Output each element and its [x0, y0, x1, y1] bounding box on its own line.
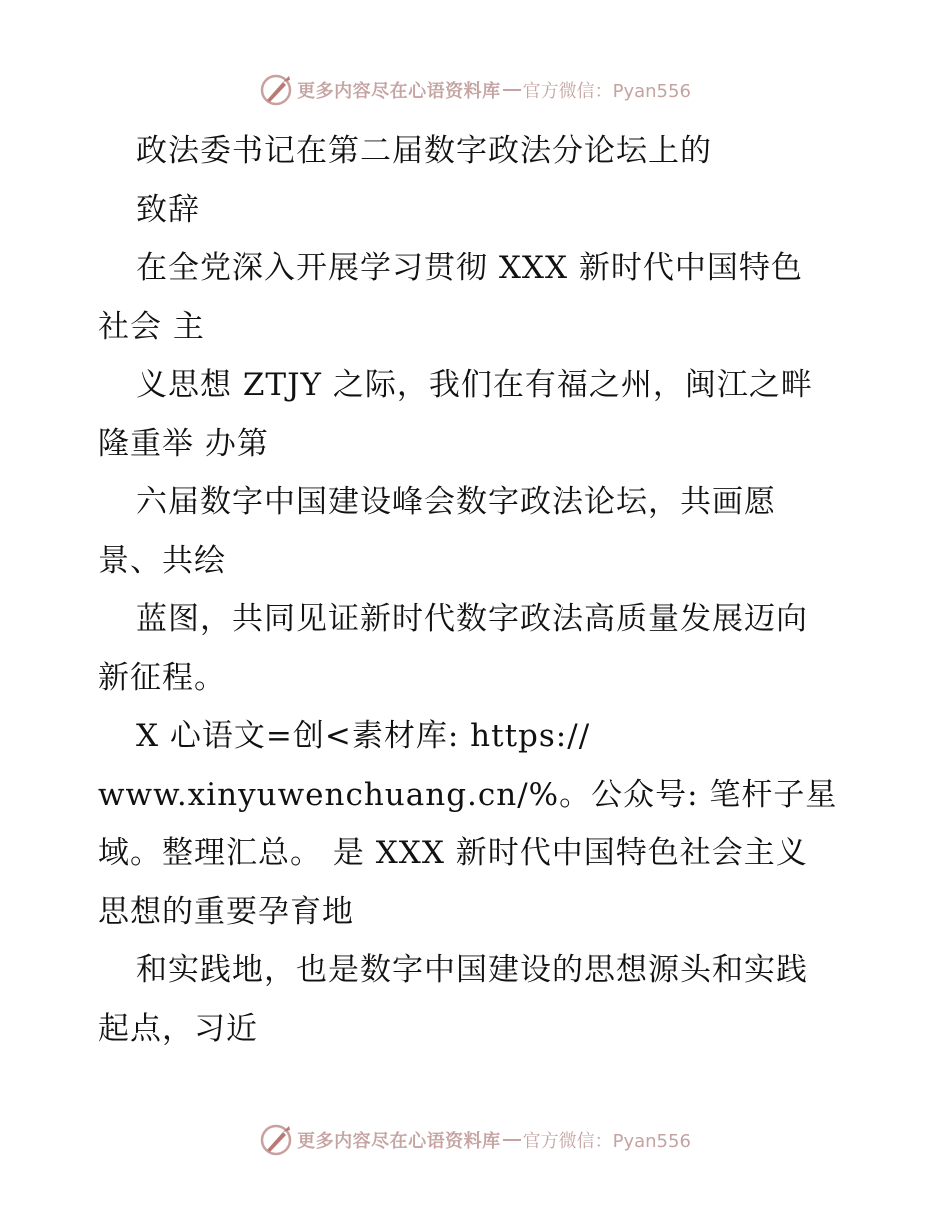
- body-line: 景、共绘: [98, 542, 226, 579]
- watermark-text: 更多内容尽在心语资料库: [297, 81, 501, 102]
- feather-pen-logo-icon: [259, 73, 293, 107]
- body-line-title-1: 政法委书记在第二届数字政法分论坛上的: [136, 133, 712, 169]
- body-line: 义思想 ZTJY 之际，我们在有福之州，闽江之畔: [136, 367, 813, 403]
- body-line: 蓝图，共同见证新时代数字政法高质量发展迈向: [136, 601, 808, 637]
- body-line: 起点，习近: [98, 1010, 258, 1047]
- body-line-title-2: 致辞: [136, 191, 200, 228]
- body-line: 思想的重要孕育地: [98, 893, 354, 930]
- body-line: 隆重举 办第: [98, 425, 269, 462]
- body-line: 新征程。: [98, 659, 226, 696]
- body-line: 和实践地，也是数字中国建设的思想源头和实践: [136, 952, 808, 988]
- body-line: X 心语文=创<素材库: https://: [136, 718, 591, 754]
- feather-pen-logo-icon: [259, 1123, 293, 1157]
- body-line: 在全党深入开展学习贯彻 XXX 新时代中国特色: [136, 250, 803, 286]
- header-watermark-banner: [0, 70, 950, 110]
- body-line: 六届数字中国建设峰会数字政法论坛，共画愿: [136, 484, 776, 520]
- body-line: 域。整理汇总。 是 XXX 新时代中国特色社会主义: [98, 835, 808, 871]
- watermark-contact: 官方微信：Pyan556: [522, 81, 691, 102]
- watermark-text: 更多内容尽在心语资料库: [297, 1131, 501, 1152]
- watermark-separator: [503, 1139, 521, 1141]
- watermark-separator: [503, 89, 521, 91]
- footer-watermark-banner: [0, 1120, 950, 1160]
- body-line-url: www.xinyuwenchuang.cn/%。公众号: 笔杆子星: [98, 776, 838, 813]
- watermark-contact: 官方微信：Pyan556: [522, 1131, 691, 1152]
- body-line: 社会 主: [98, 308, 205, 345]
- document-body: [98, 122, 858, 1058]
